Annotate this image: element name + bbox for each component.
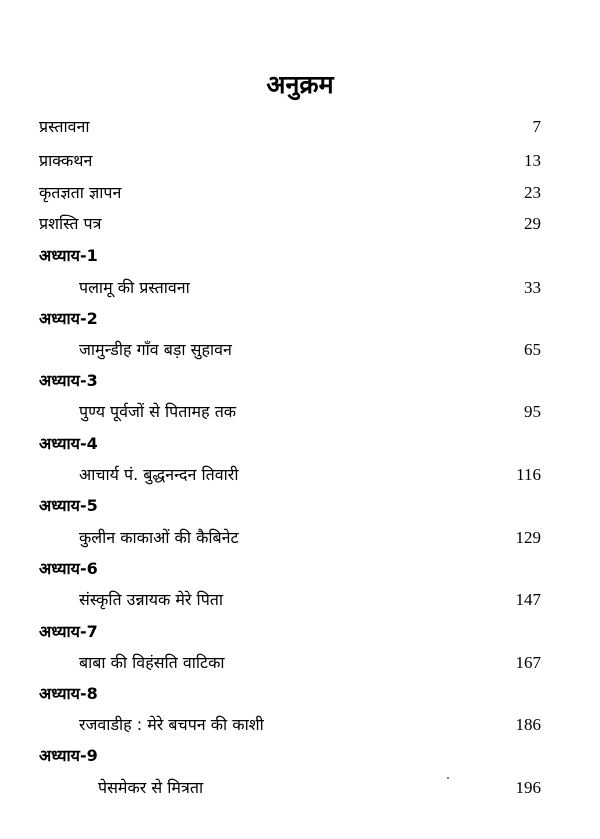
toc-page-number: 95 — [524, 402, 541, 421]
chapter-heading-label: अध्याय-5 — [39, 496, 98, 515]
toc-entry[interactable] — [0, 462, 600, 488]
toc-entry[interactable] — [0, 650, 600, 676]
toc-page-number: 13 — [524, 151, 541, 170]
toc-page-number: 129 — [515, 528, 541, 547]
chapter-heading-label: अध्याय-7 — [39, 622, 98, 641]
toc-page-number: 23 — [524, 183, 541, 202]
toc-entry-label: प्रस्तावना — [39, 117, 90, 136]
chapter-heading — [0, 306, 600, 332]
chapter-heading — [0, 743, 600, 769]
toc-page-number: 147 — [515, 590, 541, 609]
chapter-heading — [0, 619, 600, 645]
toc-entry-label: पेसमेकर से मित्रता — [98, 778, 204, 797]
chapter-heading-label: अध्याय-4 — [39, 434, 98, 453]
toc-entry-label: प्रशस्ति पत्र — [39, 214, 102, 233]
chapter-heading — [0, 681, 600, 707]
chapter-heading-label: अध्याय-9 — [39, 746, 98, 765]
chapter-heading-label: अध्याय-8 — [39, 684, 98, 703]
toc-entry-label: प्राक्कथन — [39, 151, 93, 170]
chapter-heading — [0, 243, 600, 269]
toc-entry-label: पलामू की प्रस्तावना — [79, 278, 190, 297]
chapter-heading-label: अध्याय-2 — [39, 309, 98, 328]
toc-page-number: 116 — [516, 465, 541, 484]
toc-entry[interactable] — [0, 525, 600, 551]
chapter-heading — [0, 556, 600, 582]
toc-page-number: 7 — [532, 117, 541, 136]
toc-entry[interactable] — [0, 211, 600, 237]
toc-entry[interactable] — [0, 775, 600, 801]
toc-entry[interactable] — [0, 180, 600, 206]
toc-entry-label: कृतज्ञता ज्ञापन — [39, 183, 122, 202]
toc-entry[interactable] — [0, 712, 600, 738]
toc-entry-label: संस्कृति उन्नायक मेरे पिता — [79, 590, 224, 609]
toc-entry-label: पुण्य पूर्वजों से पितामह तक — [79, 402, 237, 421]
toc-entry[interactable] — [0, 148, 600, 174]
chapter-heading-label: अध्याय-6 — [39, 559, 98, 578]
chapter-heading-label: अध्याय-3 — [39, 371, 98, 390]
toc-entry-label: कुलीन काकाओं की कैबिनेट — [79, 528, 239, 547]
toc-page-number: 167 — [515, 653, 541, 672]
toc-entry[interactable] — [0, 114, 600, 140]
toc-page-number: 186 — [515, 715, 541, 734]
toc-entry[interactable] — [0, 275, 600, 301]
toc-page-number: 196 — [515, 778, 541, 797]
chapter-heading — [0, 368, 600, 394]
toc-entry-label: आचार्य पं. बुद्धनन्दन तिवारी — [79, 465, 239, 484]
toc-entry-label: रजवाडीह : मेरे बचपन की काशी — [79, 715, 264, 734]
toc-page-number: 33 — [524, 278, 541, 297]
toc-entry-label: बाबा की विहंसति वाटिका — [79, 653, 225, 672]
chapter-heading-label: अध्याय-1 — [39, 246, 98, 265]
chapter-heading — [0, 431, 600, 457]
toc-entry[interactable] — [0, 399, 600, 425]
page-title: अनुक्रम — [266, 70, 334, 99]
toc-page-number: 29 — [524, 214, 541, 233]
toc-entry[interactable] — [0, 587, 600, 613]
toc-entry[interactable] — [0, 337, 600, 363]
chapter-heading — [0, 493, 600, 519]
scan-speck — [447, 777, 449, 779]
toc-entry-label: जामुन्डीह गाँव बड़ा सुहावन — [79, 340, 232, 359]
toc-page-number: 65 — [524, 340, 541, 359]
